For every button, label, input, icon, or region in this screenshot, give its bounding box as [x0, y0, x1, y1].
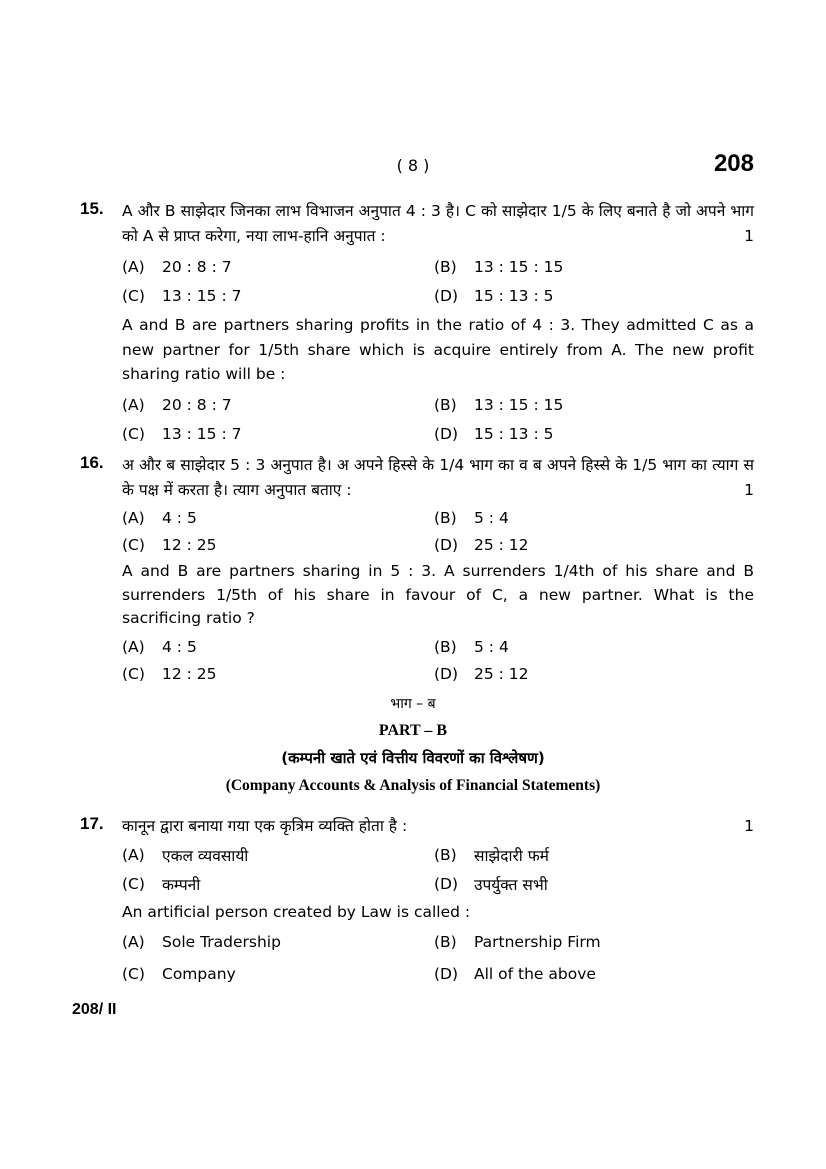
- marks: 1: [744, 817, 754, 835]
- option-b[interactable]: (B) 13 : 15 : 15: [434, 396, 564, 414]
- option-c[interactable]: (C) Company: [122, 965, 236, 983]
- page-number: ( 8 ): [396, 156, 430, 175]
- option-c[interactable]: (C) 13 : 15 : 7: [122, 286, 242, 305]
- option-c[interactable]: (C) 12 : 25: [122, 665, 217, 683]
- question-15: [80, 199, 754, 449]
- option-b[interactable]: (B) 5 : 4: [434, 638, 509, 656]
- hindi-text: कानून द्वारा बनाया गया एक कृत्रिम व्यक्ति होता है :: [122, 817, 408, 835]
- paper-code: 208: [713, 150, 754, 177]
- question-text-hindi: [122, 199, 754, 248]
- question-17: [80, 814, 754, 990]
- options-hindi: [122, 504, 754, 558]
- hindi-text: A और B साझेदार जिनका लाभ विभाजन अनुपात 4 : 3 है। C को साझेदार 1/5 के लिए बनाते है जो अपने भाग को A से प्राप्त करेगा, नया लाभ-हानि अनुपात :: [122, 202, 754, 245]
- option-a[interactable]: (A) 4 : 5: [122, 508, 197, 527]
- option-b[interactable]: (B) साझेदारी फर्म: [434, 846, 549, 865]
- hindi-text: अ और ब साझेदार 5 : 3 अनुपात है। अ अपने हिस्से के 1/4 भाग का व ब अपने हिस्से के 1/5 भाग का त्याग स के पक्ष में करता है। त्याग अनुपात बताए :: [122, 456, 754, 499]
- options-english: [122, 391, 754, 449]
- option-d[interactable]: (D) 25 : 12: [434, 665, 529, 683]
- question-number: 17.: [80, 814, 104, 833]
- option-a[interactable]: (A) एकल व्यवसायी: [122, 846, 249, 865]
- option-c[interactable]: (C) कम्पनी: [122, 875, 201, 894]
- part-b-english-heading: PART – B: [378, 722, 448, 739]
- question-number: 16.: [80, 453, 104, 472]
- marks: 1: [744, 226, 754, 245]
- option-d[interactable]: (D) 25 : 12: [434, 535, 529, 554]
- marks: 1: [744, 480, 754, 499]
- part-b-hindi-subtitle: (कम्पनी खाते एवं वित्तीय विवरणों का विश्लेषण): [281, 749, 545, 767]
- options-english: [122, 926, 754, 990]
- options-english: [122, 634, 754, 688]
- question-text-hindi: [122, 814, 754, 839]
- option-d[interactable]: (D) उपर्युक्त सभी: [434, 875, 548, 894]
- option-a[interactable]: (A) Sole Tradership: [122, 933, 281, 951]
- option-b[interactable]: (B) 13 : 15 : 15: [434, 257, 564, 276]
- question-number: 15.: [80, 199, 104, 218]
- option-c[interactable]: (C) 13 : 15 : 7: [122, 425, 242, 443]
- question-text-english: An artificial person created by Law is called :: [122, 902, 471, 921]
- option-a[interactable]: (A) 4 : 5: [122, 638, 197, 656]
- option-a[interactable]: (A) 20 : 8 : 7: [122, 257, 232, 276]
- question-text-hindi: [122, 453, 754, 502]
- question-text-english: A and B are partners sharing profits in the ratio of 4 : 3. They admitted C as a new partner for 1/5th share which is acquire entirely from A. The new profit sharing ratio will be :: [122, 316, 754, 383]
- part-b-hindi-heading: भाग – ब: [390, 696, 436, 712]
- option-a[interactable]: (A) 20 : 8 : 7: [122, 396, 232, 414]
- option-b[interactable]: (B) 5 : 4: [434, 508, 509, 527]
- question-16: [80, 453, 754, 688]
- options-hindi: [122, 252, 754, 310]
- footer-code: 208/ II: [72, 1001, 117, 1018]
- option-d[interactable]: (D) 15 : 13 : 5: [434, 425, 554, 443]
- option-b[interactable]: (B) Partnership Firm: [434, 933, 601, 951]
- option-d[interactable]: (D) 15 : 13 : 5: [434, 286, 554, 305]
- option-c[interactable]: (C) 12 : 25: [122, 535, 217, 554]
- part-b-english-subtitle: (Company Accounts & Analysis of Financial Statements): [225, 777, 601, 794]
- options-hindi: [122, 841, 754, 899]
- question-text-english: A and B are partners sharing in 5 : 3. A surrenders 1/4th of his share and B surrenders 1/5th of his share in favour of C, a new partner. What is the sacrificing ratio ?: [122, 562, 754, 627]
- option-d[interactable]: (D) All of the above: [434, 965, 596, 983]
